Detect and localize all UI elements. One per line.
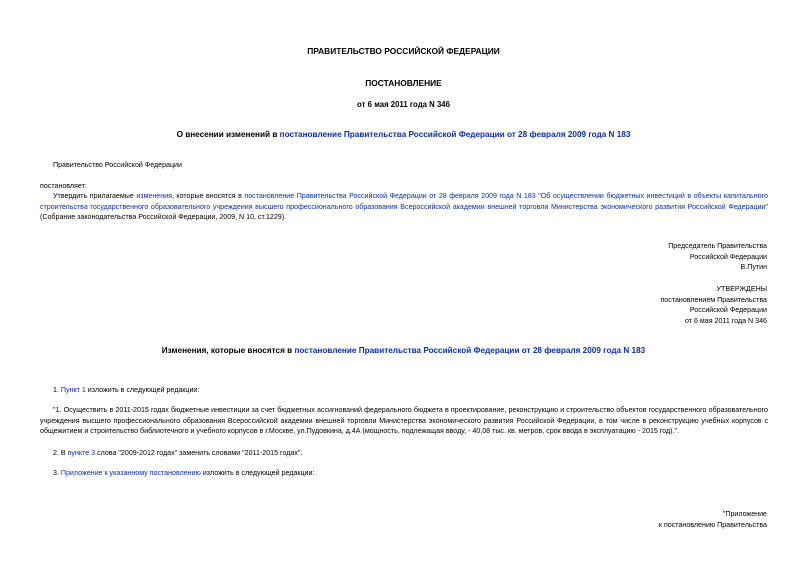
doc-title-prefix: О внесении изменений в	[176, 130, 280, 139]
changes-title-link[interactable]: постановление Правительства Российской Федерации от 28 февраля 2009 года N 183	[294, 346, 646, 355]
signature-line-1: Председатель Правительства	[668, 242, 767, 250]
item-1-intro	[53, 385, 199, 396]
appendix-line-1: "Приложение	[722, 510, 767, 518]
signature-name: В.Путин	[740, 263, 767, 272]
appendix-block	[659, 509, 767, 530]
item-2	[53, 448, 302, 459]
approve-text-3: (Собрание законодательства Российской Федерации, 2009, N 10, ст.1229).	[40, 213, 287, 222]
approved-block	[660, 284, 767, 327]
approved-line-1: УТВЕРЖДЕНЫ	[716, 285, 767, 293]
doc-title	[0, 129, 807, 141]
item-1-num: 1.	[53, 386, 61, 394]
approve-paragraph	[40, 191, 768, 223]
approve-text-2: , которые вносятся в	[171, 192, 245, 200]
item-3	[53, 468, 314, 479]
item-1-quote: "1. Осуществить в 2011-2015 годах бюджетные инвестиции за счет бюджетных ассигнований федерального бюджета в проектирование, реконструкцию и строительство объектов государственного образовательного учреждения высшего профессионального образования Всероссийской академии внешней торговли Министерства экономического развития Российской Федерации, в том числе в реконструкцию учебных корпусов с общежитием и строительство библиотечного и учебного корпусов в г.Москве, ул.Пудовкина, д.4А (мощность, подлежащая вводу, - 40,08 тыс. кв. метров, срок ввода в эксплуатацию - 2015 год).".	[40, 406, 768, 436]
approved-line-4: от 6 мая 2011 года N 346	[685, 316, 767, 325]
approved-line-3: Российской Федерации	[689, 306, 767, 315]
appendix-line-2: к постановлению Правительства	[658, 520, 767, 529]
government-heading: ПРАВИТЕЛЬСТВО РОССИЙСКОЙ ФЕДЕРАЦИИ	[307, 46, 500, 56]
approved-line-2: постановлением Правительства	[660, 295, 767, 304]
government-name: Правительство Российской Федерации	[53, 161, 182, 169]
item-2-prefix: 2. В	[53, 449, 68, 457]
item-1-link[interactable]: Пункт 1	[60, 386, 86, 394]
changes-link[interactable]: изменения	[136, 192, 172, 200]
signature-block	[668, 241, 767, 273]
doc-type-heading: ПОСТАНОВЛЕНИЕ	[365, 78, 442, 88]
item-1-text: изложить в следующей редакции:	[85, 386, 200, 394]
item-3-prefix: 3.	[53, 469, 61, 477]
item-3-text: изложить в следующей редакции:	[200, 469, 315, 477]
doc-title-link[interactable]: постановление Правительства Российской Федерации от 28 февраля 2009 года N 183	[279, 130, 631, 139]
item-3-link[interactable]: Приложение к указанному постановлению	[60, 469, 201, 477]
changes-title-prefix: Изменения, которые вносятся в	[161, 346, 295, 355]
resolution-183-link[interactable]: постановление Правительства Российской Федерации от 28 февраля 2009 года N 183 "Об осуществлении бюджетных инвестиций в объекты капитального строительства государственного образовательного учреждения высшего профессионального образования Всероссийской академии внешней торговли Министерства экономического развития Российской Федерации"	[40, 192, 768, 211]
approve-text-1: Утвердить прилагаемые	[53, 192, 137, 200]
changes-title	[0, 345, 807, 357]
doc-date-number: от 6 мая 2011 года N 346	[357, 100, 450, 109]
signature-line-2: Российской Федерации	[689, 252, 767, 261]
resolves-text: постановляет:	[40, 182, 87, 190]
item-2-text: слова "2009-2012 годах" заменить словами "2011-2015 годах".	[95, 449, 303, 457]
item-2-link[interactable]: пункте 3	[67, 449, 96, 457]
